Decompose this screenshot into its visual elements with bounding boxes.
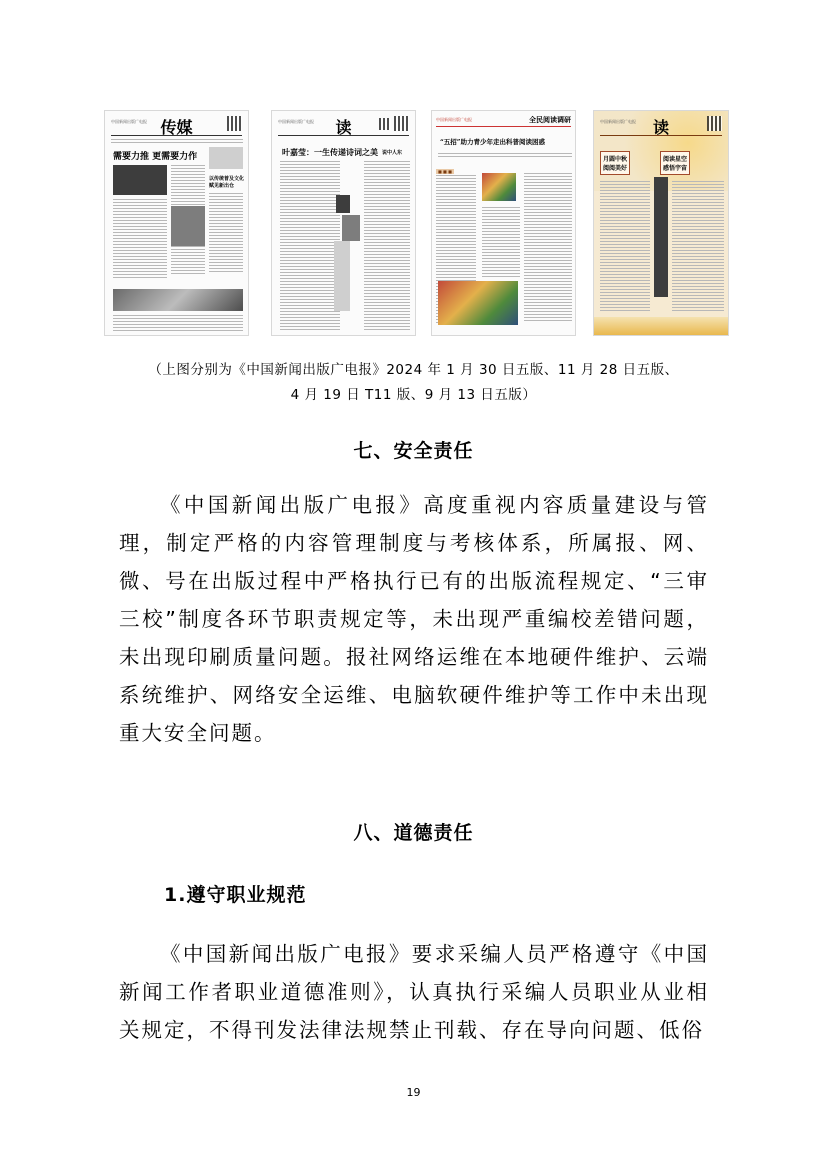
thumbnail-photo bbox=[334, 241, 350, 311]
newspaper-thumbnails bbox=[104, 110, 729, 336]
thumbnail-photo bbox=[113, 289, 243, 311]
thumbnail-photo bbox=[171, 206, 205, 246]
section-body-safety: 《中国新闻出版广电报》高度重视内容质量建设与管理，制定严格的内容管理制度与考核体系，所属报、网、微、号在出版过程中严格执行已有的出版流程规定、“三审三校”制度各环节职责规定等，未出现严重编校差错问题，未出现印刷质量问题。报社网络运维在本地硬件维护、云端系统维护、网络安全运维、电脑软硬件维护等工作中未出现重大安全问题。 bbox=[119, 493, 709, 745]
thumbnail-photo bbox=[113, 165, 167, 195]
qr-code-icon bbox=[379, 118, 391, 130]
thumbnail-photo bbox=[654, 177, 668, 297]
qr-code-icon bbox=[227, 116, 242, 131]
thumbnail-photo bbox=[438, 281, 518, 325]
newspaper-thumbnail-4: 中国新闻出版广电报 读 月圆中秋 阅阅美好 阅读星空 感悟宇宙 bbox=[593, 110, 729, 336]
newspaper-thumbnail-2: 中国新闻出版广电报 读 叶嘉莹：一生传递诗词之美 说中人东 bbox=[271, 110, 416, 336]
thumbnail-headline: 需要力推 更需要力作 bbox=[113, 152, 198, 162]
thumbnail-masthead: 传媒 bbox=[160, 118, 193, 137]
qr-code-icon bbox=[394, 116, 409, 131]
section-heading-ethics: 八、道德责任 bbox=[353, 822, 474, 844]
thumbnail-photo bbox=[342, 215, 360, 241]
page-number: 19 bbox=[406, 1086, 421, 1099]
thumbnail-photo bbox=[482, 173, 516, 201]
thumbnail-photo bbox=[209, 147, 243, 169]
thumbnail-headline: 月圆中秋 阅阅美好 bbox=[600, 151, 630, 175]
subsection-heading: 1.遵守职业规范 bbox=[164, 884, 307, 906]
thumbnail-masthead: 读 bbox=[652, 118, 670, 137]
newspaper-thumbnail-1: 中国新闻出版广电报 传媒 需要力推 更需要力作 以传统普及文化 赋见新出仓 bbox=[104, 110, 249, 336]
section-body-ethics: 《中国新闻出版广电报》要求采编人员严格遵守《中国新闻工作者职业道德准则》，认真执行采编人员职业从业相关规定，不得刊发法律法规禁止刊载、存在导向问题、低俗 bbox=[119, 942, 709, 1042]
thumbnail-headline: 叶嘉莹：一生传递诗词之美 bbox=[282, 147, 378, 157]
thumbnail-photo bbox=[336, 195, 350, 213]
section-heading-safety: 七、安全责任 bbox=[353, 440, 474, 462]
figure-caption-line-2: 4 月 19 日 T11 版、9 月 13 日五版） bbox=[290, 387, 537, 403]
figure-caption-line-1: （上图分别为《中国新闻出版广电报》2024 年 1 月 30 日五版、11 月 28 日五版、 bbox=[148, 362, 679, 378]
qr-code-icon bbox=[707, 116, 722, 131]
thumbnail-masthead: 读 bbox=[335, 118, 352, 137]
newspaper-thumbnail-3: 中国新闻出版广电报 全民阅读调研 “五招”助力青少年走出科普阅读困惑 ■ ■ ■ bbox=[431, 110, 576, 336]
thumbnail-headline: “五招”助力青少年走出科普阅读困惑 bbox=[440, 138, 545, 146]
thumbnail-masthead: 全民阅读调研 bbox=[529, 115, 571, 124]
